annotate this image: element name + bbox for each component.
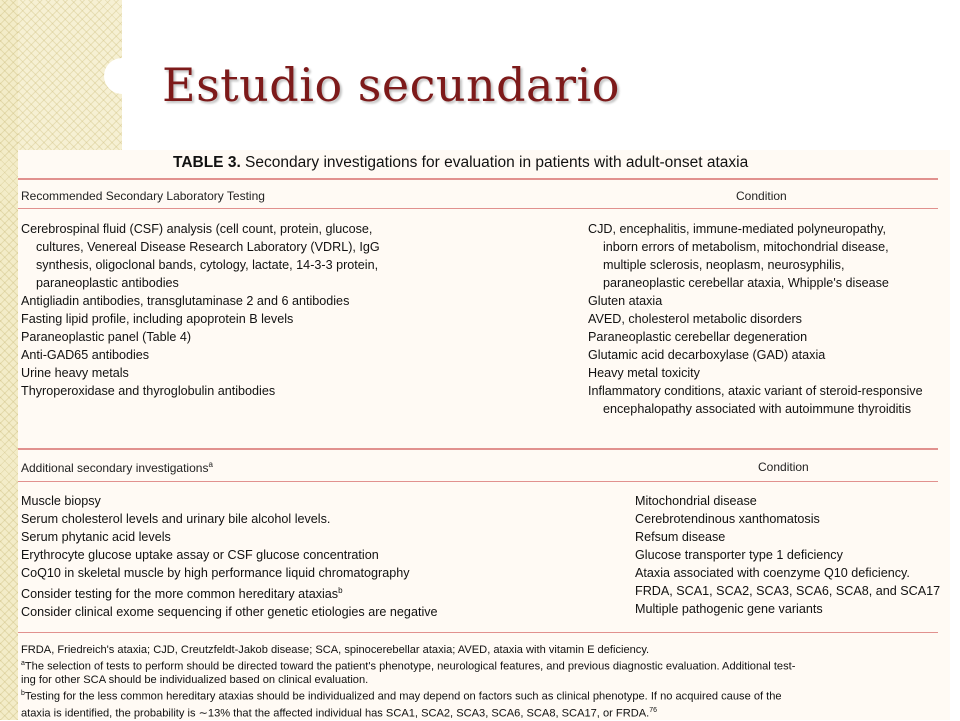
footnote-b-ref: 76 [649,707,657,715]
top-rule [18,178,938,180]
table-cell-line [588,274,923,292]
table-cell-line [21,238,380,256]
table-cell-text: Antigliadin antibodies, transglutaminase 2 and 6 antibodies [21,294,350,308]
table-cell-line [635,564,940,582]
section2-header-left [21,460,213,475]
table-cell-line [21,274,380,292]
table-cell-line [21,564,438,582]
table-footnotes [21,644,941,721]
table-cell-text: Serum cholesterol levels and urinary bile alcohol levels. [21,512,331,526]
table-cell-text: Serum phytanic acid levels [21,530,171,544]
table-cell-line [21,256,380,274]
footnote-a-line2: ing for other SCA should be individualized based on clinical evaluation. [21,674,369,687]
table-cell-text: Thyroperoxidase and thyroglobulin antibodies [21,384,276,398]
table-cell-line [635,510,940,528]
table-cell-line [588,220,923,238]
table-cell-text: AVED, cholesterol metabolic disorders [588,312,802,326]
table-cell-text: Anti-GAD65 antibodies [21,348,150,362]
slide-title: Estudio secundario [162,58,620,112]
table-cell-text: Glucose transporter type 1 deficiency [635,548,843,562]
decorative-pattern-strip [0,0,18,720]
table-cell-line [635,600,940,618]
table-cell-text: Urine heavy metals [21,366,129,380]
table-cell-line [588,256,923,274]
section1-conditions-column [588,220,923,418]
table-cell-line [588,292,923,310]
table-caption-label: TABLE 3. [173,154,241,171]
table-cell-text: Heavy metal toxicity [588,366,700,380]
section1-header-rule [18,208,938,209]
section1-header-left: Recommended Secondary Laboratory Testing [21,189,265,203]
table-cell-line [588,238,923,256]
table-cell-line [21,328,380,346]
footnote-a-mark: a [21,660,25,668]
footnote-a-text1: The selection of tests to perform should be directed toward the patient's phenotype, neurological features, and previous diagnostic evaluation. Additional test- [24,660,796,673]
table-cell-text: Fasting lipid profile, including apoprotein B levels [21,312,294,326]
table-cell-text: synthesis, oligoclonal bands, cytology, lactate, 14-3-3 protein, [36,258,379,272]
table-cell-line [21,528,438,546]
table-cell-line [21,603,438,621]
table-cell-text: paraneoplastic antibodies [36,276,179,290]
table-cell-text: Paraneoplastic panel (Table 4) [21,330,192,344]
section2-header-left-text: Additional secondary investigations [21,461,209,475]
table-cell-text: Ataxia associated with coenzyme Q10 deficiency. [635,566,910,580]
footnote-a-line1 [21,657,941,674]
table-cell-line [588,400,923,418]
table-cell-line [21,546,438,564]
footnote-b-text1: Testing for the less common hereditary ataxias should be individualized and may depend on factors such as clinical phenotype. If no acquired cause of the [24,690,782,703]
table-cell-line [21,310,380,328]
table-cell-text: inborn errors of metabolism, mitochondrial disease, [603,240,889,254]
table-3 [18,150,950,720]
footnote-rule [18,632,938,633]
table-cell-text: cultures, Venereal Disease Research Laboratory (VDRL), IgG [36,240,380,254]
section2-conditions-column [635,492,940,618]
footnote-marker: b [338,586,343,595]
table-cell-text: Erythrocyte glucose uptake assay or CSF glucose concentration [21,548,379,562]
section2-top-rule [18,448,938,450]
table-cell-line [588,310,923,328]
table-cell-line [635,546,940,564]
section1-header-right: Condition [736,189,787,203]
table-cell-line [635,492,940,510]
footnote-b-line2 [21,704,941,721]
footnote-b-mark: b [21,690,25,698]
table-cell-text: Gluten ataxia [588,294,663,308]
table-cell-line [635,528,940,546]
table-cell-line [21,382,380,400]
table-caption-text: Secondary investigations for evaluation in patients with adult-onset ataxia [240,154,749,171]
footnote-b-text2: ataxia is identified, the probability is ∼13% that the affected individual has SCA1, SCA2, SCA3, SCA6, SCA8, SCA17, or FRDA. [21,707,650,720]
footnote-b-line1 [21,687,941,704]
footnote-abbreviations: FRDA, Friedreich's ataxia; CJD, Creutzfeldt-Jakob disease; SCA, spinocerebellar ataxia; AVED, ataxia with vitamin E deficiency. [21,644,650,656]
table-cell-text: Multiple pathogenic gene variants [635,602,823,616]
section1-tests-column [21,220,380,400]
table-cell-line [21,364,380,382]
table-cell-line [635,582,940,600]
table-cell-text: Cerebrotendinous xanthomatosis [635,512,820,526]
table-cell-text: Glutamic acid decarboxylase (GAD) ataxia [588,348,826,362]
table-cell-line [21,346,380,364]
table-cell-line [588,382,923,400]
decorative-circle [104,58,140,94]
table-cell-text: multiple sclerosis, neoplasm, neurosyphilis, [603,258,845,272]
table-cell-line [21,510,438,528]
table-cell-text: CJD, encephalitis, immune-mediated polyneuropathy, [588,222,886,236]
table-cell-line [588,346,923,364]
table-cell-text: Mitochondrial disease [635,494,757,508]
table-caption [173,154,748,172]
table-cell-text: Inflammatory conditions, ataxic variant of steroid-responsive [588,384,923,398]
table-cell-line [588,328,923,346]
section2-header-rule [18,481,938,482]
table-cell-line [21,220,380,238]
section2-header-left-sup: a [208,460,213,469]
table-cell-text: Consider clinical exome sequencing if other genetic etiologies are negative [21,605,438,620]
table-cell-text: paraneoplastic cerebellar ataxia, Whipple's disease [603,276,889,290]
table-cell-text: Paraneoplastic cerebellar degeneration [588,330,808,344]
table-cell-text: encephalopathy associated with autoimmune thyroiditis [603,402,912,416]
table-cell-line [21,292,380,310]
table-cell-text: Cerebrospinal fluid (CSF) analysis (cell count, protein, glucose, [21,222,373,236]
table-cell-text: CoQ10 in skeletal muscle by high performance liquid chromatography [21,566,410,580]
table-cell-text: Refsum disease [635,530,726,544]
table-cell-text: FRDA, SCA1, SCA2, SCA3, SCA6, SCA8, and SCA17 [635,584,941,598]
table-cell-text: Consider testing for the more common hereditary ataxias [21,587,339,602]
table-cell-line [21,582,438,603]
section2-header-right: Condition [758,460,809,474]
table-cell-line [21,492,438,510]
table-cell-text: Muscle biopsy [21,494,101,508]
table-cell-line [588,364,923,382]
section2-investigations-column [21,492,438,621]
